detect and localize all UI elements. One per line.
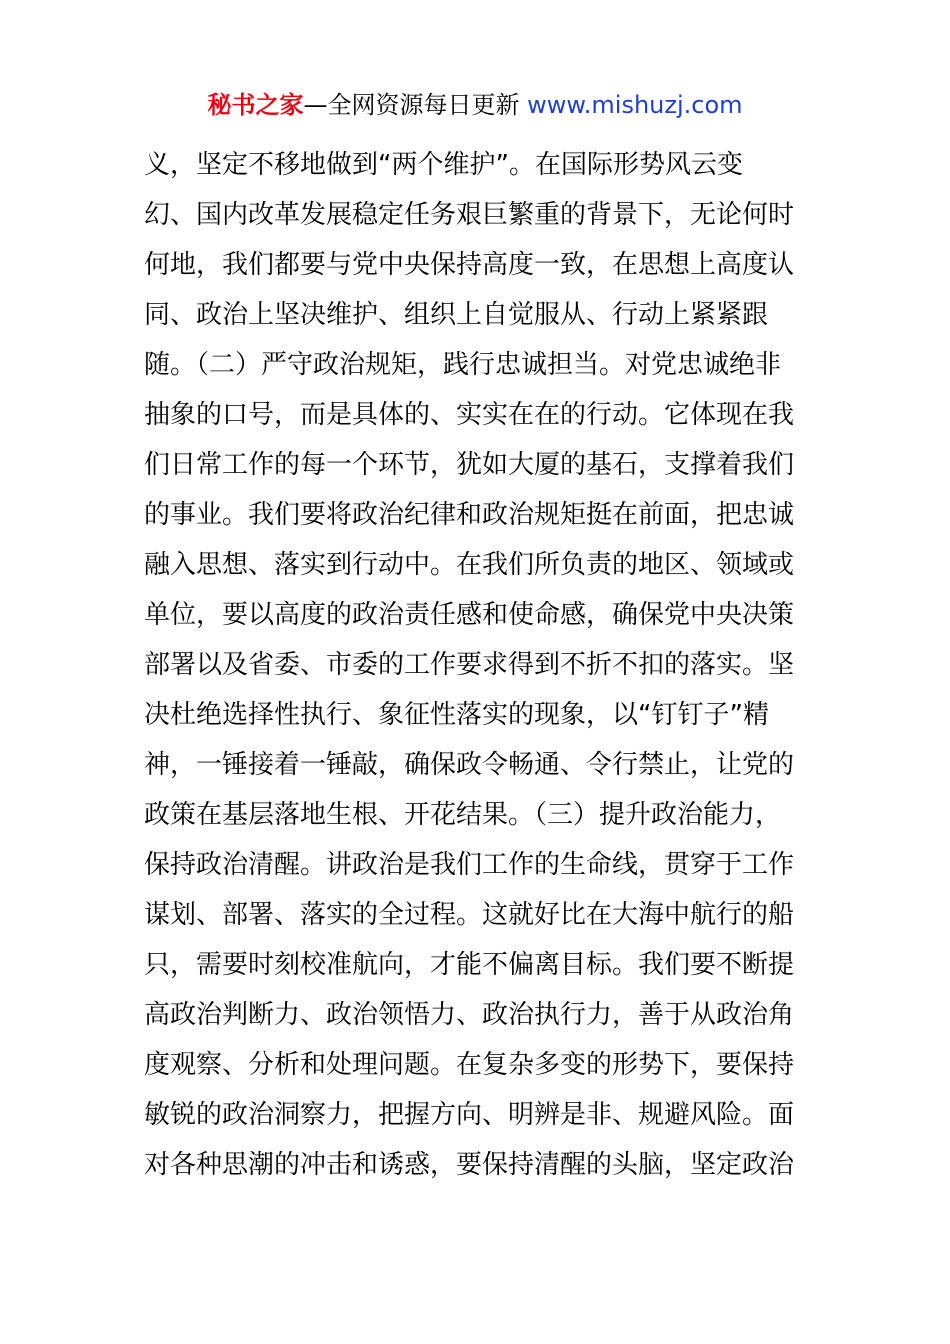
- body-text: [144, 140, 806, 1190]
- text-line: 义，坚定不移地做到“两个维护”。在国际形势风云变: [144, 150, 743, 180]
- text-line: 神，一锤接着一锤敲，确保政令畅通、令行禁止，让党的: [144, 750, 795, 780]
- text-line: 单位，要以高度的政治责任感和使命感，确保党中央决策: [144, 600, 795, 630]
- text-line: 对各种思潮的冲击和诱惑，要保持清醒的头脑，坚定政治: [144, 1150, 795, 1180]
- text-line: 何地，我们都要与党中央保持高度一致，在思想上高度认: [144, 250, 795, 280]
- text-line: 谋划、部署、落实的全过程。这就好比在大海中航行的船: [144, 900, 795, 930]
- text-line: 融入思想、落实到行动中。在我们所负责的地区、领域或: [144, 550, 795, 580]
- page-header: [0, 88, 950, 122]
- text-line: 部署以及省委、市委的工作要求得到不折不扣的落实。坚: [144, 650, 795, 680]
- header-url[interactable]: www.mishuzj.com: [527, 91, 743, 119]
- text-line: 只，需要时刻校准航向，才能不偏离目标。我们要不断提: [144, 950, 795, 980]
- text-line: 保持政治清醒。讲政治是我们工作的生命线，贯穿于工作: [144, 850, 795, 880]
- text-line: 们日常工作的每一个环节，犹如大厦的基石，支撑着我们: [144, 450, 795, 480]
- text-line: 的事业。我们要将政治纪律和政治规矩挺在前面，把忠诚: [144, 500, 795, 530]
- text-line: 同、政治上坚决维护、组织上自觉服从、行动上紧紧跟: [144, 300, 769, 330]
- text-line: 高政治判断力、政治领悟力、政治执行力，善于从政治角: [144, 1000, 795, 1030]
- text-line: 抽象的口号，而是具体的、实实在在的行动。它体现在我: [144, 400, 795, 430]
- text-line: 决杜绝选择性执行、象征性落实的现象，以“钉钉子”精: [144, 700, 769, 730]
- text-line: 随。（二）严守政治规矩，践行忠诚担当。对党忠诚绝非: [144, 350, 782, 380]
- text-line: 敏锐的政治洞察力，把握方向、明辨是非、规避风险。面: [144, 1100, 795, 1130]
- text-line: 政策在基层落地生根、开花结果。（三）提升政治能力，: [144, 800, 782, 830]
- text-line: 度观察、分析和处理问题。在复杂多变的形势下，要保持: [144, 1050, 795, 1080]
- header-brand: 秘书之家: [207, 91, 304, 119]
- header-tagline: —全网资源每日更新: [303, 91, 528, 119]
- text-line: 幻、国内改革发展稳定任务艰巨繁重的背景下，无论何时: [144, 200, 795, 230]
